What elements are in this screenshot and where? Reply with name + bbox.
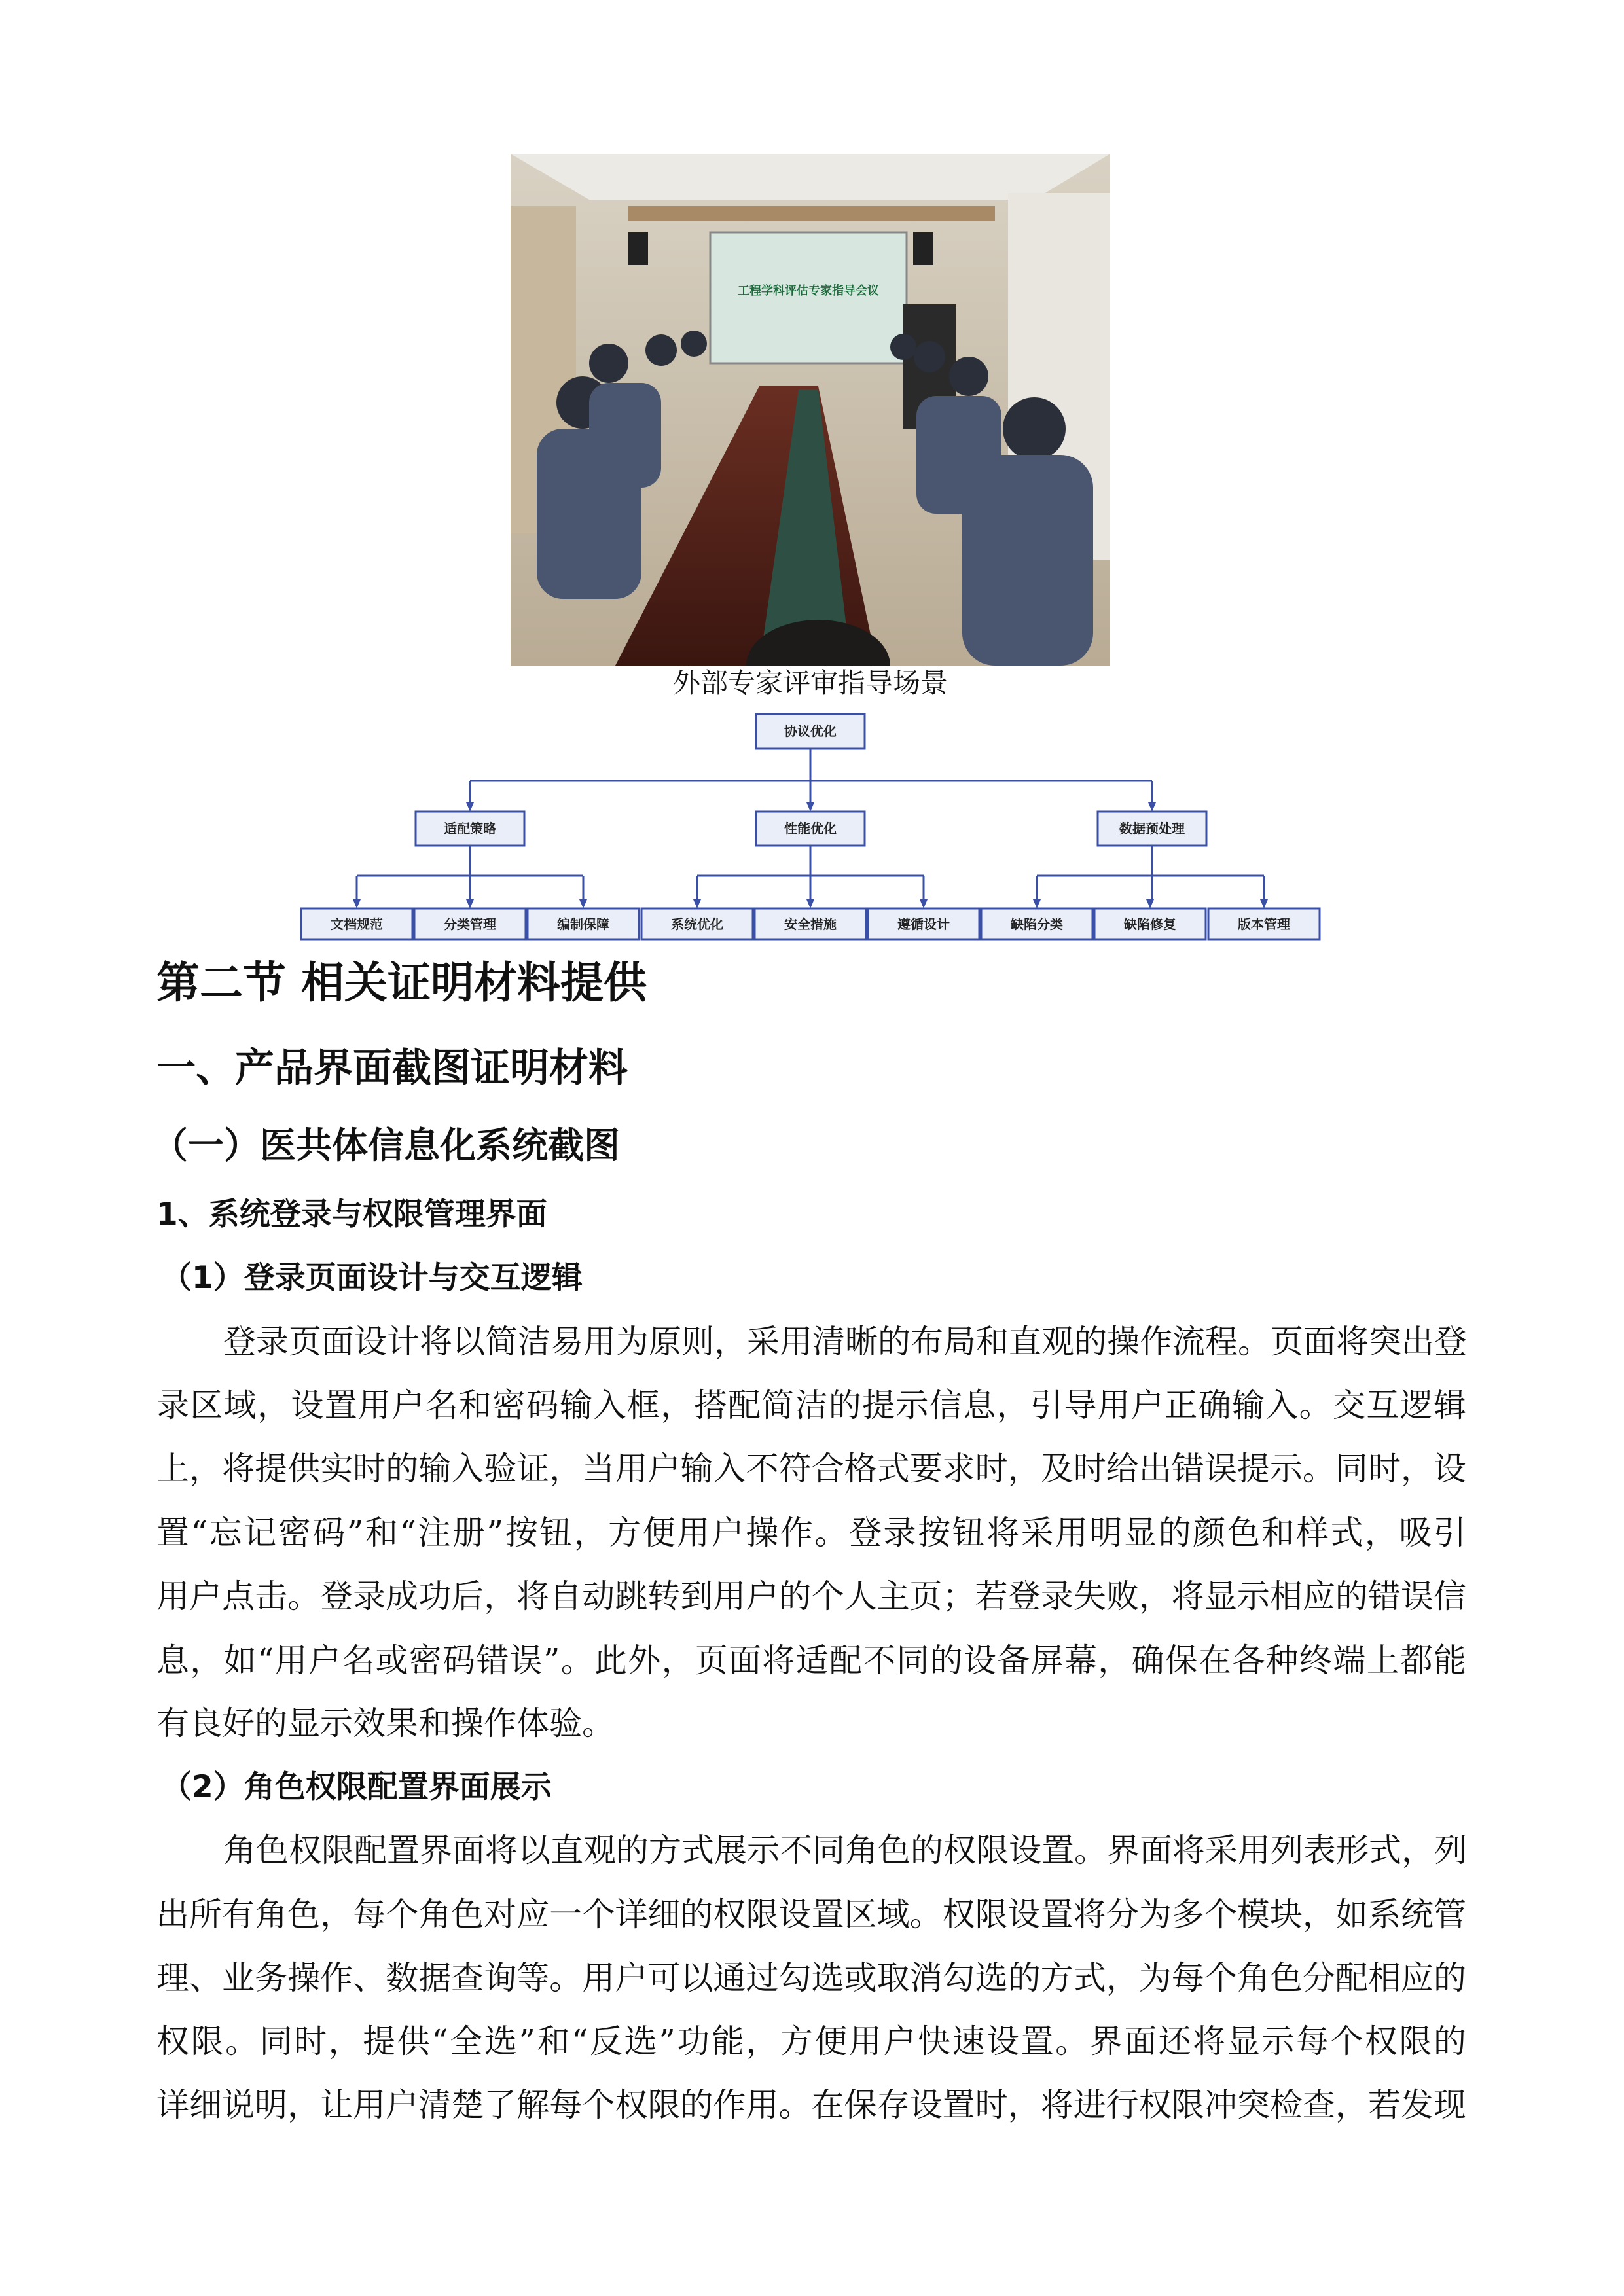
paragraph-line: 用户点击。登录成功后，将自动跳转到用户的个人主页；若登录失败，将显示相应的错误信 bbox=[156, 1577, 1466, 1615]
paragraph-line: 录区域，设置用户名和密码输入框，搭配简洁的提示信息，引导用户正确输入。交互逻辑 bbox=[156, 1386, 1466, 1424]
subsection-heading: （一）医共体信息化系统截图 bbox=[152, 1124, 621, 1166]
subitem-heading: （2）角色权限配置界面展示 bbox=[161, 1769, 552, 1805]
paragraph-line: 角色权限配置界面将以直观的方式展示不同角色的权限设置。界面将采用列表形式，列 bbox=[223, 1831, 1467, 1869]
item-heading: 1、系统登录与权限管理界面 bbox=[156, 1196, 547, 1232]
node-label: 遵循设计 bbox=[897, 916, 950, 932]
paragraph-line: 出所有角色，每个角色对应一个详细的权限设置区域。权限设置将分为多个模块，如系统管 bbox=[156, 1895, 1466, 1933]
photo-caption: 外部专家评审指导场景 bbox=[672, 667, 948, 699]
node-label: 协议优化 bbox=[784, 723, 837, 739]
paragraph-line: 详细说明，让用户清楚了解每个权限的作用。在保存设置时，将进行权限冲突检查，若发现 bbox=[156, 2086, 1466, 2124]
node-label: 文档规范 bbox=[331, 916, 383, 932]
node-label: 数据预处理 bbox=[1119, 821, 1185, 836]
paragraph-line: 有良好的显示效果和操作体验。 bbox=[156, 1704, 615, 1742]
node-label: 系统优化 bbox=[671, 916, 723, 932]
section-heading: 第二节 相关证明材料提供 bbox=[156, 958, 647, 1008]
paragraph-line: 置“忘记密码”和“注册”按钮，方便用户操作。登录按钮将采用明显的颜色和样式，吸引 bbox=[156, 1514, 1466, 1552]
subitem-heading: （1）登录页面设计与交互逻辑 bbox=[161, 1260, 583, 1296]
node-label: 缺陷分类 bbox=[1011, 916, 1063, 932]
paragraph-line: 登录页面设计将以简洁易用为原则，采用清晰的布局和直观的操作流程。页面将突出登 bbox=[223, 1323, 1467, 1361]
node-label: 安全措施 bbox=[784, 916, 837, 932]
node-label: 适配策略 bbox=[444, 821, 496, 836]
node-label: 编制保障 bbox=[557, 916, 609, 932]
paragraph-line: 权限。同时，提供“全选”和“反选”功能，方便用户快速设置。界面还将显示每个权限的 bbox=[156, 2022, 1466, 2060]
node-label: 分类管理 bbox=[444, 916, 496, 932]
paragraph-line: 上，将提供实时的输入验证，当用户输入不符合格式要求时，及时给出错误提示。同时，设 bbox=[156, 1450, 1466, 1488]
paragraph-line: 理、业务操作、数据查询等。用户可以通过勾选或取消勾选的方式，为每个角色分配相应的 bbox=[156, 1959, 1466, 1997]
hierarchy-diagram bbox=[0, 0, 1624, 956]
part-heading: 一、产品界面截图证明材料 bbox=[156, 1045, 628, 1091]
node-label: 缺陷修复 bbox=[1124, 916, 1176, 932]
screen-title: 工程学科评估专家指导会议 bbox=[738, 284, 879, 298]
paragraph-line: 息，如“用户名或密码错误”。此外，页面将适配不同的设备屏幕，确保在各种终端上都能 bbox=[156, 1641, 1466, 1679]
node-label: 性能优化 bbox=[784, 821, 837, 836]
node-label: 版本管理 bbox=[1238, 916, 1290, 932]
